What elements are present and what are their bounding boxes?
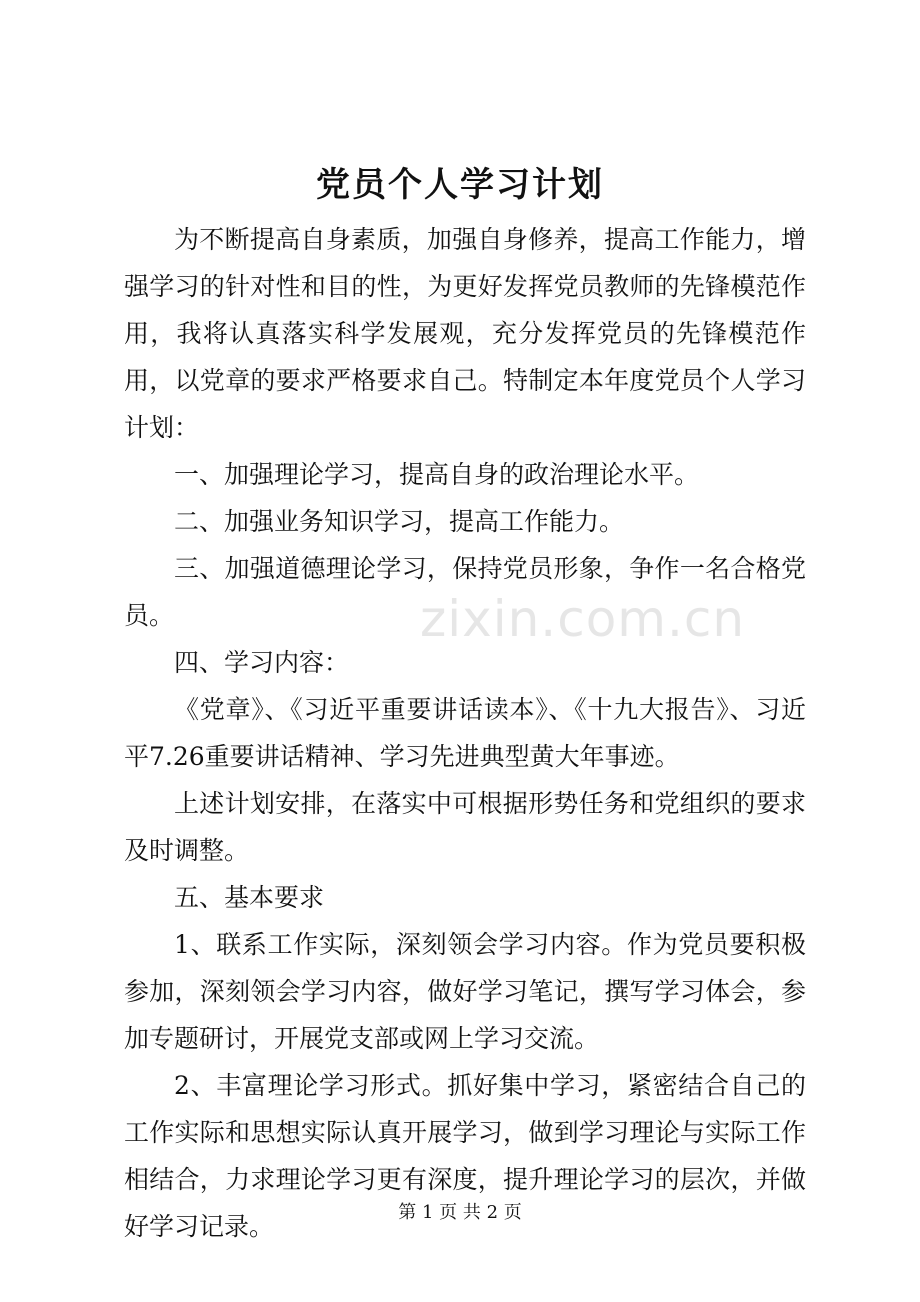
- paragraph-intro: 为不断提高自身素质，加强自身修养，提高工作能力，增强学习的针对性和目的性，为更好发挥党员教师的先锋模范作用，我将认真落实科学发展观，充分发挥党员的先锋模范作用，以党章的要求严格要求自己。特制定本年度党员个人学习计划：: [124, 225, 806, 442]
- page-title: 党员个人学习计划: [316, 165, 604, 205]
- paragraph-item-2: 二、加强业务知识学习，提高工作能力。: [174, 507, 625, 536]
- paragraph-item-1: 一、加强理论学习，提高自身的政治理论水平。: [174, 460, 700, 489]
- paragraph-study-content: 《党章》、《习近平重要讲话读本》、《十九大报告》、习近平7.26重要讲话精神、学习先进典型黄大年事迹。: [124, 695, 806, 771]
- paragraph-item-5-heading: 五、基本要求: [174, 883, 325, 912]
- watermark: zixin.com.cn: [420, 590, 746, 648]
- paragraph-requirement-2: 2、丰富理论学习形式。抓好集中学习，紧密结合自己的工作实际和思想实际认真开展学习，做到学习理论与实际工作相结合，力求理论学习更有深度，提升理论学习的层次，并做好学习记录。: [124, 1071, 806, 1241]
- paragraph-item-4-heading: 四、学习内容：: [174, 648, 350, 677]
- paragraph-item-3: 三、加强道德理论学习，保持党员形象，争作一名合格党员。: [124, 554, 806, 630]
- document-body: [124, 216, 806, 1250]
- paragraph-adjustment: 上述计划安排，在落实中可根据形势任务和党组织的要求及时调整。: [124, 789, 806, 865]
- paragraph-requirement-1: 1、联系工作实际，深刻领会学习内容。作为党员要积极参加，深刻领会学习内容，做好学习笔记，撰写学习体会，参加专题研讨，开展党支部或网上学习交流。: [124, 930, 806, 1053]
- page-footer: 第 1 页 共 2 页: [398, 1202, 522, 1223]
